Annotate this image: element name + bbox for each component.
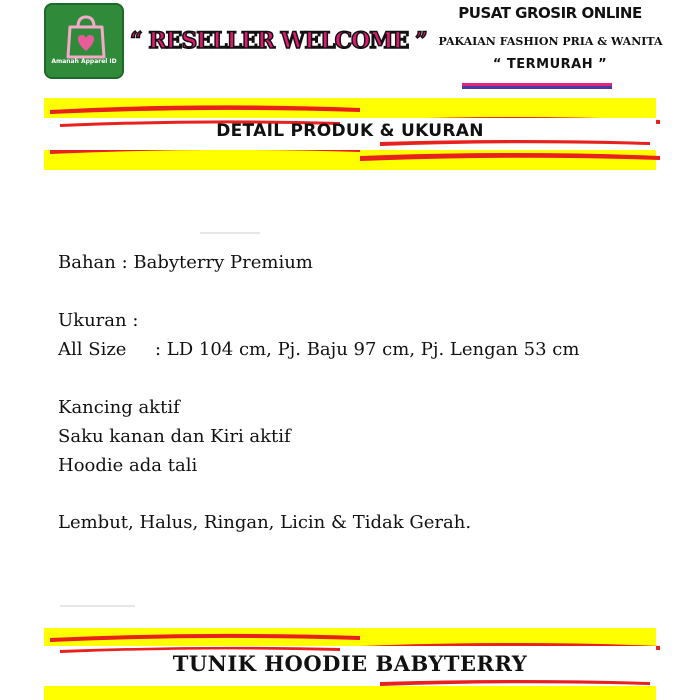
brand-logo [44,3,124,79]
detail-banner-title: DETAIL PRODUK & UKURAN [216,121,484,141]
reseller-welcome-text: “ RESELLER WELCOME ” [130,28,427,54]
feature-kancing: Kancing aktif [58,397,180,418]
product-banner [0,628,700,700]
logo-text: Amanah Apparel ID [51,58,117,65]
bahan-text: Bahan : Babyterry Premium [58,252,313,273]
feature-hoodie: Hoodie ada tali [58,455,198,476]
termurah-underline-purple [462,86,612,89]
size-label: All Size [58,339,127,360]
detail-banner [0,98,700,170]
size-value: : LD 104 cm, Pj. Baju 97 cm, Pj. Lengan 53 cm [155,339,580,360]
summary-text: Lembut, Halus, Ringan, Licin & Tidak Gerah. [58,512,472,533]
feature-saku: Saku kanan dan Kiri aktif [58,426,291,447]
ukuran-label: Ukuran : [58,310,139,331]
product-banner-title: TUNIK HOODIE BABYTERRY [172,651,528,676]
shopping-bag-heart-icon [46,5,126,81]
pusat-grosir-title: PUSAT GROSIR ONLINE [458,4,642,22]
scan-mark [200,232,260,234]
pakaian-fashion-text: PAKAIAN FASHION PRIA & WANITA [438,35,663,48]
scan-mark [60,605,135,607]
termurah-text: “ TERMURAH ” [492,57,608,72]
